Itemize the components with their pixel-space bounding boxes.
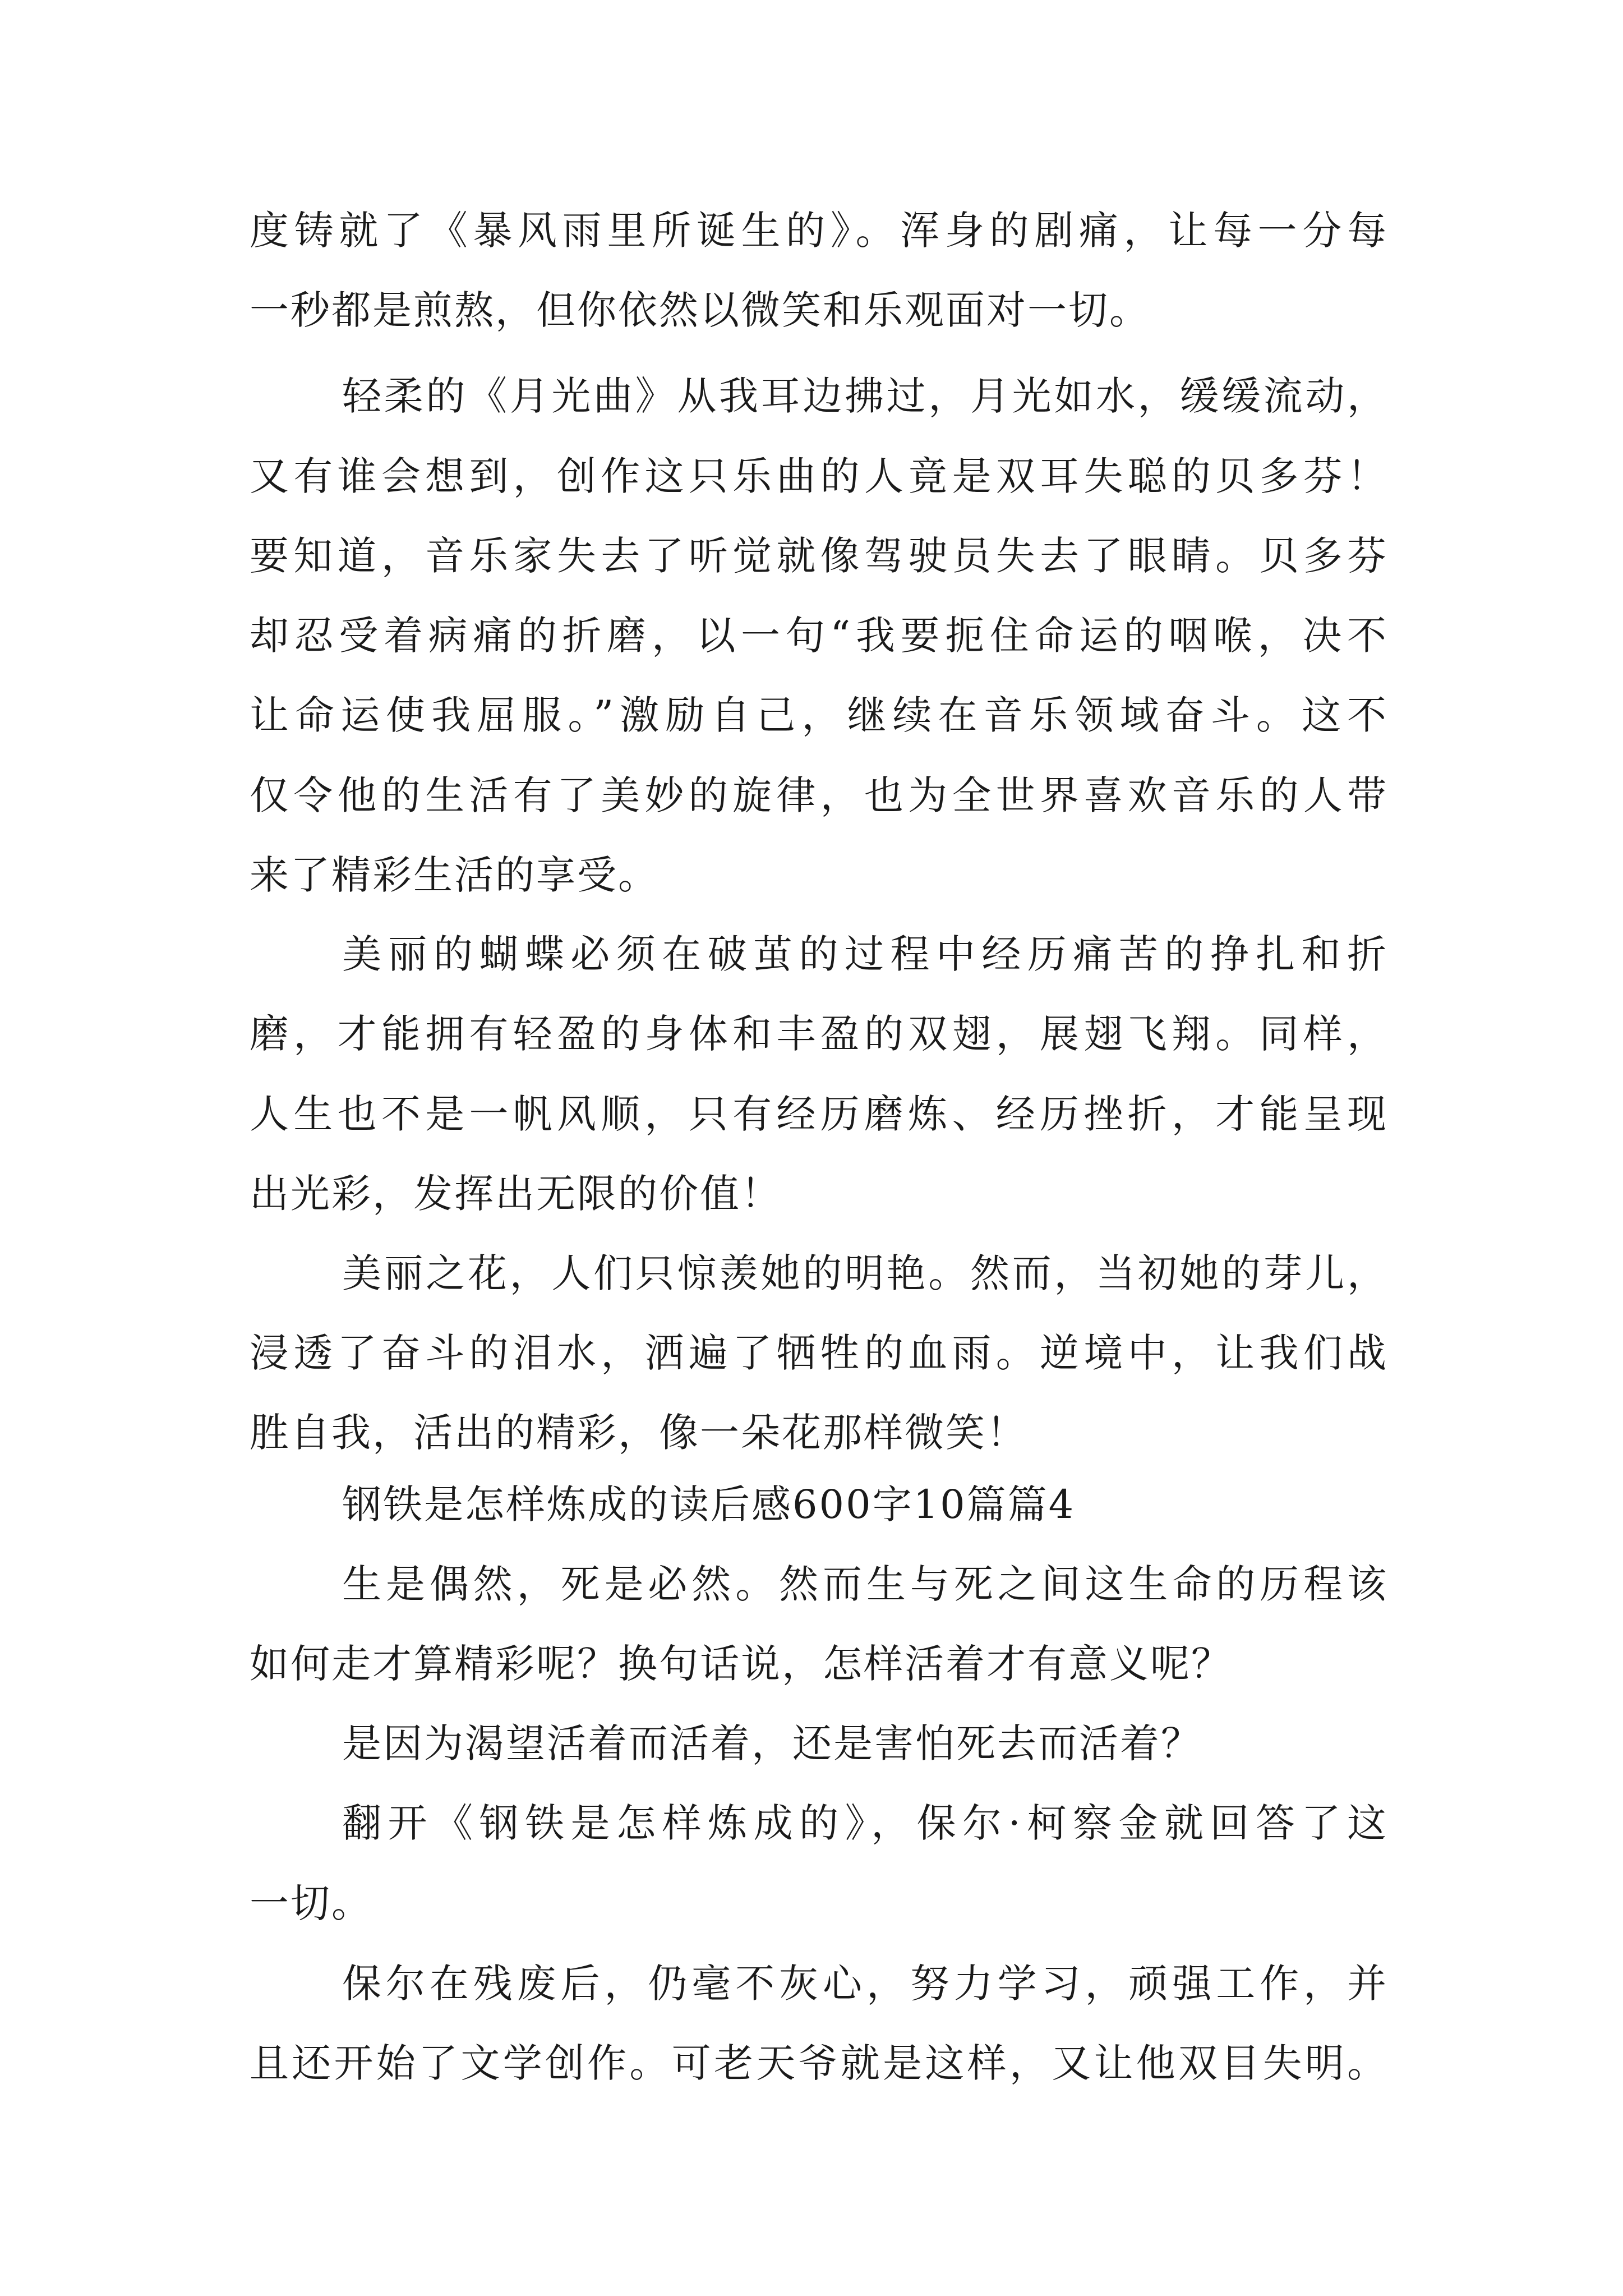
text-line: 胜自我，活出的精彩，像一朵花那样微笑！ — [250, 1410, 1027, 1456]
text-line: 一秒都是煎熬，但你依然以微笑和乐观面对一切。 — [250, 287, 1150, 333]
text-line: 且还开始了文学创作。可老天爷就是这样，又让他双目失明。 — [250, 2040, 1388, 2086]
section-heading: 钢铁是怎样炼成的读后感600字10篇篇4 — [342, 1481, 1076, 1527]
text-line: 要知道，音乐家失去了听觉就像驾驶员失去了眼睛。贝多芬 — [250, 533, 1388, 579]
paragraph-start-line: 是因为渴望活着而活着，还是害怕死去而活着？ — [342, 1720, 1202, 1766]
text-line: 度铸就了《暴风雨里所诞生的》。浑身的剧痛，让每一分每 — [250, 208, 1388, 254]
text-line: 出光彩，发挥出无限的价值！ — [250, 1171, 782, 1217]
paragraph-start-line: 翻开《钢铁是怎样炼成的》，保尔·柯察金就回答了这 — [342, 1800, 1388, 1846]
text-line: 浸透了奋斗的泪水，洒遍了牺牲的血雨。逆境中，让我们战 — [250, 1330, 1388, 1376]
text-line: 却忍受着病痛的折磨，以一句“我要扼住命运的咽喉，决不 — [250, 613, 1388, 659]
text-line: 又有谁会想到，创作这只乐曲的人竟是双耳失聪的贝多芬！ — [250, 453, 1388, 499]
paragraph-start-line: 轻柔的《月光曲》从我耳边拂过，月光如水，缓缓流动， — [342, 373, 1388, 419]
paragraph-start-line: 美丽之花，人们只惊羡她的明艳。然而，当初她的芽儿， — [342, 1250, 1388, 1296]
text-line: 让命运使我屈服。”激励自己，继续在音乐领域奋斗。这不 — [250, 692, 1388, 738]
text-line: 如何走才算精彩呢？换句话说，怎样活着才有意义呢？ — [250, 1641, 1232, 1687]
text-line: 磨，才能拥有轻盈的身体和丰盈的双翅，展翅飞翔。同样， — [250, 1011, 1388, 1057]
text-line: 来了精彩生活的享受。 — [250, 852, 659, 898]
paragraph-start-line: 保尔在残废后，仍毫不灰心，努力学习，顽强工作，并 — [342, 1961, 1388, 2007]
text-line: 仅令他的生活有了美妙的旋律，也为全世界喜欢音乐的人带 — [250, 772, 1388, 818]
paragraph-start-line: 美丽的蝴蝶必须在破茧的过程中经历痛苦的挣扎和折 — [342, 931, 1388, 977]
text-line: 一切。 — [250, 1880, 372, 1926]
paragraph-start-line: 生是偶然，死是必然。然而生与死之间这生命的历程该 — [342, 1561, 1388, 1607]
text-line: 人生也不是一帆风顺，只有经历磨炼、经历挫折，才能呈现 — [250, 1091, 1388, 1137]
